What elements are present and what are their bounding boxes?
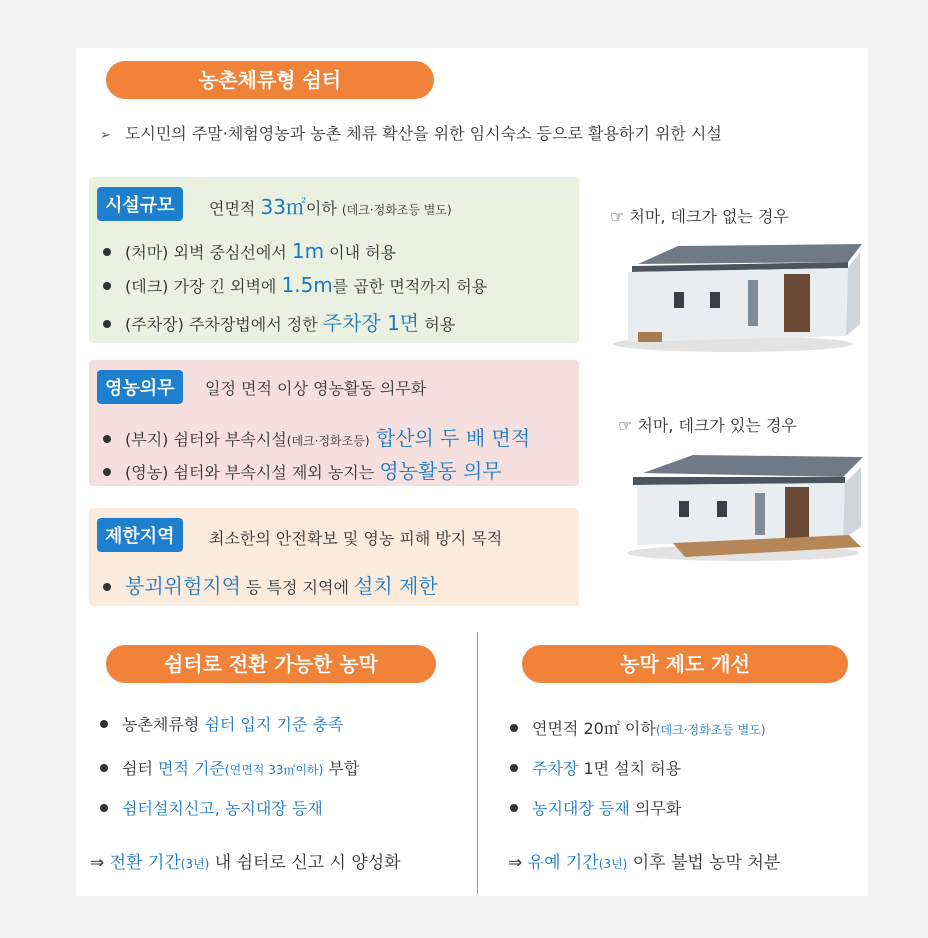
facility-size-heading: 연면적 33㎡이하 (데크·정화조등 별도) (209, 195, 452, 219)
bullet-icon (100, 720, 108, 728)
photo-caption: ☞ 처마, 데크가 없는 경우 (610, 207, 789, 226)
list-item: 농촌체류형 쉼터 입지 기준 충족 (100, 712, 343, 735)
bullet-icon (510, 764, 518, 772)
bullet-icon (510, 804, 518, 812)
convertible-farmhut-title: 쉼터로 전환 가능한 농막 (163, 652, 379, 676)
shelter-photo-with-deck (606, 443, 872, 569)
bullet-icon (103, 248, 111, 256)
bullet-icon (510, 724, 518, 732)
implies-arrow-icon: ⇒ (508, 853, 523, 873)
bullet-icon (103, 320, 111, 328)
list-item: (주차장) 주차장법에서 정한 주차장 1면 허용 (103, 307, 455, 336)
implies-arrow-icon: ⇒ (90, 853, 105, 873)
bullet-icon (103, 468, 111, 476)
shelter-photo-no-deck (598, 234, 864, 362)
farming-duty-box (89, 360, 579, 486)
list-item: 쉼터 면적 기준(연면적 33㎡이하) 부합 (100, 756, 359, 779)
list-item: 주차장 1면 설치 허용 (510, 756, 681, 779)
list-item: (처마) 외벽 중심선에서 1m 이내 허용 (103, 239, 396, 263)
farmhut-reform-pill (522, 645, 848, 683)
section-divider (477, 632, 478, 894)
page-title: 농촌체류형 쉼터 (198, 68, 342, 92)
list-item: (영농) 쉼터와 부속시설 제외 농지는 영농활동 의무 (103, 455, 502, 484)
bullet-icon (100, 804, 108, 812)
list-item: 연면적 20㎡ 이하(데크·정화조등 별도) (510, 716, 766, 739)
bullet-icon (103, 435, 111, 443)
grace-conclusion: ⇒ 유예 기간(3년) 이후 불법 농막 처분 (508, 853, 781, 873)
restricted-area-box (89, 508, 579, 606)
bullet-icon (103, 583, 111, 591)
farmhut-reform-title: 농막 제도 개선 (620, 652, 750, 676)
restricted-area-tag: 제한지역 (97, 518, 183, 552)
facility-size-box (89, 177, 579, 343)
farming-duty-heading: 일정 면적 이상 영농활동 의무화 (205, 379, 427, 398)
photo-caption: ☞ 처마, 데크가 있는 경우 (618, 416, 797, 435)
intro-text: 도시민의 주말·체험영농과 농촌 체류 확산을 위한 임시숙소 등으로 활용하기 위한 시설 (124, 124, 722, 143)
convertible-farmhut-pill (106, 645, 436, 683)
farming-duty-tag: 영농의무 (97, 370, 183, 404)
restricted-area-heading: 최소한의 안전확보 및 영농 피해 방지 목적 (209, 529, 503, 548)
list-item: 쉼터설치신고, 농지대장 등재 (100, 796, 323, 819)
arrow-bullet-icon: ➢ (100, 128, 111, 143)
list-item: 붕괴위험지역 등 특정 지역에 설치 제한 (103, 570, 438, 599)
facility-size-tag: 시설규모 (97, 187, 183, 221)
intro-line (100, 121, 722, 144)
bullet-icon (100, 764, 108, 772)
list-item: (데크) 가장 긴 외벽에 1.5m를 곱한 면적까지 허용 (103, 273, 487, 297)
conversion-conclusion: ⇒ 전환 기간(3년) 내 쉼터로 신고 시 양성화 (90, 853, 401, 873)
list-item: 농지대장 등재 의무화 (510, 796, 681, 819)
section-title-pill (106, 61, 434, 99)
bullet-icon (103, 282, 111, 290)
list-item: (부지) 쉼터와 부속시설(데크·정화조등) 합산의 두 배 면적 (103, 422, 530, 451)
